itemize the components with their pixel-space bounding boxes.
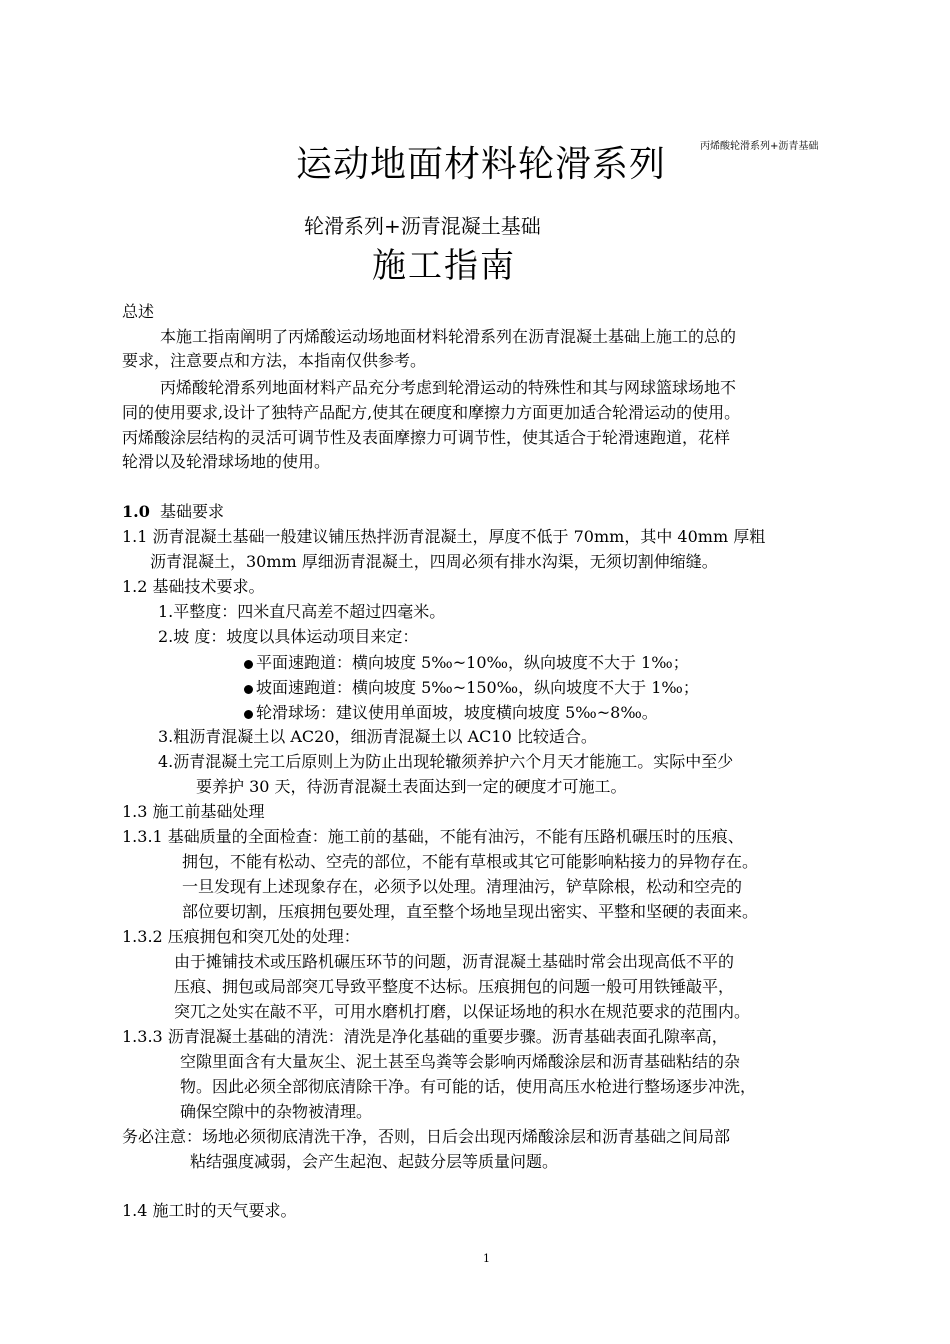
item-1-3-3-line: 物。因此必须全部彻底清除干净。有可能的话，使用高压水枪进行整场逐步冲洗， (180, 1077, 757, 1096)
bullet-icon (244, 710, 253, 719)
bullet-text: 轮滑球场：建议使用单面坡，坡度横向坡度 5‰~8‰。 (256, 703, 658, 722)
bullet-icon (244, 685, 253, 694)
curing-item-line: 4.沥青混凝土完工后原则上为防止出现轮辙须养护六个月天才能施工。实际中至少 (158, 752, 734, 771)
bullet-icon (244, 660, 253, 669)
item-1-3-3-line: 1.3.3 沥青混凝土基础的清洗：清洗是净化基础的重要步骤。沥青基础表面孔隙率高， (122, 1027, 728, 1046)
item-1-3-1-line: 部位要切割，压痕拥包要处理，直至整个场地呈现出密实、平整和坚硬的表面来。 (182, 902, 759, 921)
slope-requirement: 2.坡 度：坡度以具体运动项目来定： (158, 627, 419, 646)
section-title: 基础要求 (160, 502, 225, 521)
document-title: 运动地面材料轮滑系列 (296, 144, 667, 185)
item-1-3-1-line: 拥包，不能有松动、空壳的部位，不能有草根或其它可能影响粘接力的异物存在。 (182, 852, 759, 871)
item-1-1-line: 沥青混凝土，30mm 厚细沥青混凝土，四周必须有排水沟渠，无须切割伸缩缝。 (150, 552, 718, 571)
flatness-requirement: 1.平整度：四米直尺高差不超过四毫米。 (158, 602, 446, 621)
bullet-item (244, 652, 689, 674)
overview-line: 同的使用要求,设计了独特产品配方,使其在硬度和摩擦力方面更加适合轮滑运动的使用。 (122, 403, 741, 422)
page-number: 1 (483, 1252, 490, 1265)
section-number: 1.0 (122, 502, 150, 521)
overview-line: 丙烯酸涂层结构的灵活可调节性及表面摩擦力可调节性，使其适合于轮滑速跑道，花样 (122, 428, 731, 447)
item-1-3-3-line: 空隙里面含有大量灰尘、泥土甚至鸟粪等会影响丙烯酸涂层和沥青基础粘结的杂 (180, 1052, 741, 1071)
overview-line: 轮滑以及轮滑球场地的使用。 (122, 452, 331, 471)
section-1-3-heading: 1.3 施工前基础处理 (122, 802, 265, 821)
section-1-0-heading (122, 501, 224, 523)
item-1-3-1-line: 一旦发现有上述现象存在，必须予以处理。清理油污，铲草除根，松动和空壳的 (182, 877, 743, 896)
caution-note-line: 粘结强度减弱，会产生起泡、起鼓分层等质量问题。 (190, 1152, 559, 1171)
item-1-3-2-line: 突兀之处实在敲不平，可用水磨机打磨，以保证场地的积水在规范要求的范围内。 (174, 1002, 751, 1021)
guide-title: 施工指南 (372, 246, 516, 286)
header-note: 丙烯酸轮滑系列+沥青基础 (700, 141, 819, 152)
item-1-3-2-line: 压痕、拥包或局部突兀导致平整度不达标。压痕拥包的问题一般可用铁锤敲平， (174, 977, 735, 996)
item-1-3-1-line: 1.3.1 基础质量的全面检查：施工前的基础，不能有油污，不能有压路机碾压时的压痕、 (122, 827, 744, 846)
item-1-2-heading: 1.2 基础技术要求。 (122, 577, 265, 596)
bullet-text: 平面速跑道：横向坡度 5‰~10‰，纵向坡度不大于 1‰； (256, 653, 689, 672)
bullet-text: 坡面速跑道：横向坡度 5‰~150‰，纵向坡度不大于 1‰； (256, 678, 699, 697)
item-1-3-2-heading: 1.3.2 压痕拥包和突兀处的处理： (122, 927, 360, 946)
overview-heading: 总述 (122, 302, 155, 321)
section-1-4-heading: 1.4 施工时的天气要求。 (122, 1201, 297, 1220)
bullet-item (244, 677, 699, 699)
overview-line: 丙烯酸轮滑系列地面材料产品充分考虑到轮滑运动的特殊性和其与网球篮球场地不 (160, 378, 737, 397)
caution-note-line: 务必注意：场地必须彻底清洗干净，否则，日后会出现丙烯酸涂层和沥青基础之间局部 (122, 1127, 731, 1146)
item-1-3-3-line: 确保空隙中的杂物被清理。 (180, 1102, 373, 1121)
item-1-3-2-line: 由于摊铺技术或压路机碾压环节的问题，沥青混凝土基础时常会出现高低不平的 (174, 952, 735, 971)
asphalt-grade-item: 3.粗沥青混凝土以 AC20，细沥青混凝土以 AC10 比较适合。 (158, 727, 597, 746)
document-subtitle: 轮滑系列+沥青混凝土基础 (304, 214, 541, 238)
curing-item-line: 要养护 30 天，待沥青混凝土表面达到一定的硬度才可施工。 (196, 777, 627, 796)
item-1-1-line: 1.1 沥青混凝土基础一般建议铺压热拌沥青混凝土，厚度不低于 70mm，其中 40mm 厚粗 (122, 527, 766, 546)
bullet-item (244, 702, 658, 724)
overview-line: 要求，注意要点和方法，本指南仅供参考。 (122, 351, 427, 370)
overview-line: 本施工指南阐明了丙烯酸运动场地面材料轮滑系列在沥青混凝土基础上施工的总的 (160, 327, 737, 346)
